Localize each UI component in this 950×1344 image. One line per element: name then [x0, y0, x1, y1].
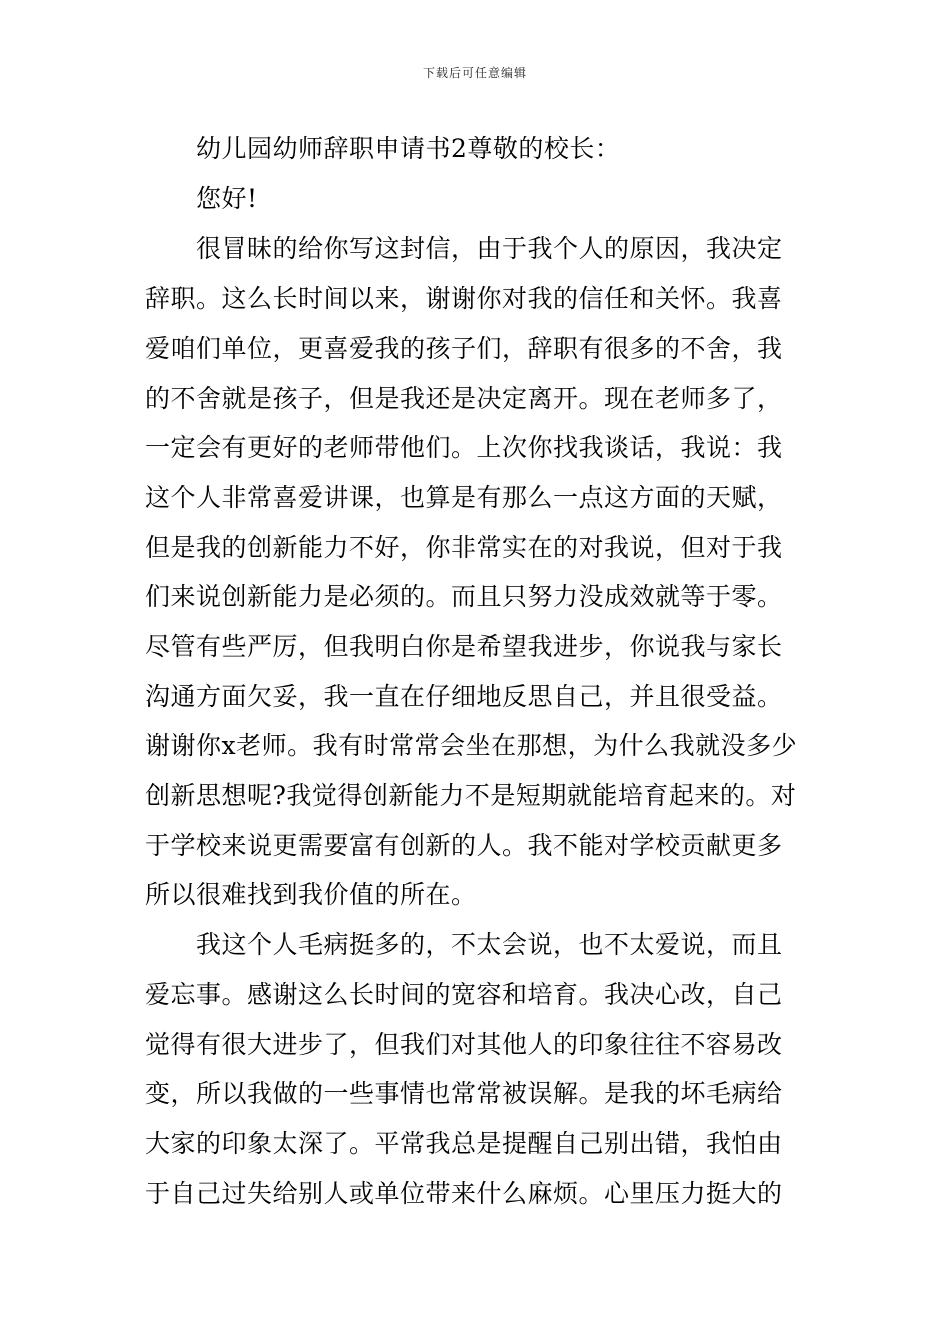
paragraph-line: 于学校来说更需要富有创新的人。我不能对学校贡献更多 — [145, 831, 783, 860]
paragraph-line: 很冒昧的给你写这封信，由于我个人的原因，我决定 — [196, 234, 783, 263]
greeting: 您好! — [196, 184, 258, 213]
paragraph-line: 谢谢你x老师。我有时常常会坐在那想，为什么我就没多少 — [145, 731, 798, 760]
paragraph-line: 沟通方面欠妥，我一直在仔细地反思自己，并且很受益。 — [145, 682, 783, 711]
paragraph-line: 们来说创新能力是必须的。而且只努力没成效就等于零。 — [145, 582, 783, 611]
paragraph-line: 但是我的创新能力不好，你非常实在的对我说，但对于我 — [145, 533, 783, 562]
paragraph-line: 变，所以我做的一些事情也常常被误解。是我的坏毛病给 — [145, 1079, 783, 1108]
title-line: 幼儿园幼师辞职申请书2尊敬的校长： — [196, 134, 621, 163]
header-note: 下载后可任意编辑 — [422, 66, 527, 80]
paragraph-line: 的不舍就是孩子，但是我还是决定离开。现在老师多了， — [145, 384, 783, 413]
paragraph-line: 这个人非常喜爱讲课，也算是有那么一点这方面的天赋， — [145, 483, 783, 512]
paragraph-line: 觉得有很大进步了，但我们对其他人的印象往往不容易改 — [145, 1030, 783, 1059]
paragraph-line: 于自己过失给别人或单位带来什么麻烦。心里压力挺大的 — [145, 1179, 783, 1208]
paragraph-line: 创新思想呢?我觉得创新能力不是短期就能培育起来的。对 — [145, 781, 797, 810]
paragraph-line: 我这个人毛病挺多的，不太会说，也不太爱说，而且 — [196, 930, 783, 959]
paragraph-line: 尽管有些严厉，但我明白你是希望我进步，你说我与家长 — [145, 632, 783, 661]
paragraph-line: 爱咱们单位，更喜爱我的孩子们，辞职有很多的不舍，我 — [145, 334, 783, 363]
paragraph-line: 辞职。这么长时间以来，谢谢你对我的信任和关怀。我喜 — [145, 284, 783, 313]
paragraph-line: 爱忘事。感谢这么长时间的宽容和培育。我决心改，自己 — [145, 980, 783, 1009]
paragraph-line: 大家的印象太深了。平常我总是提醒自己别出错，我怕由 — [145, 1129, 783, 1158]
paragraph-line: 所以很难找到我价值的所在。 — [145, 880, 477, 909]
paragraph-line: 一定会有更好的老师带他们。上次你找我谈话，我说：我 — [145, 433, 783, 462]
